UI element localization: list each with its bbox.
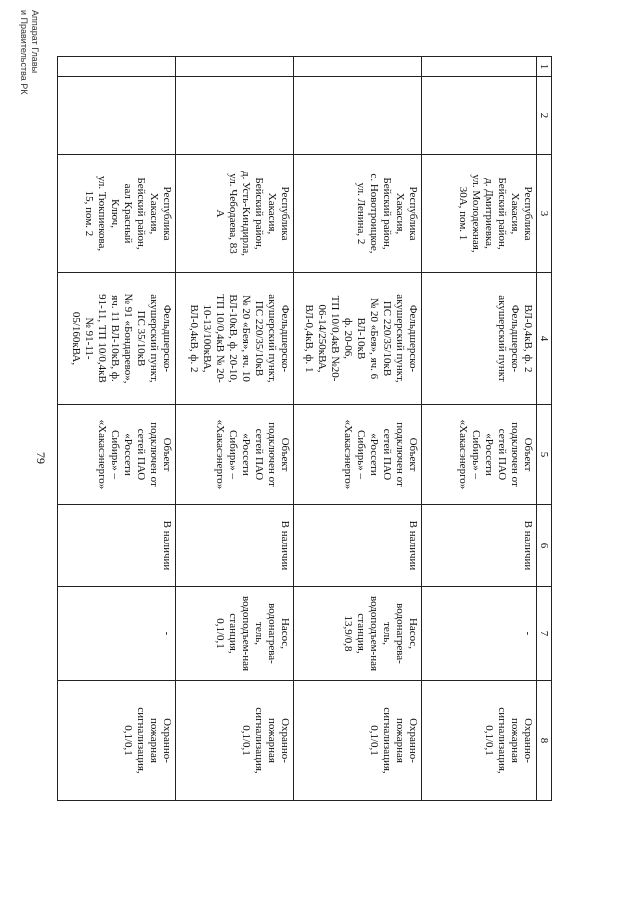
cell-availability: В наличии [294,505,422,587]
header-cell: 1 [537,57,552,77]
cell-availability: В наличии [422,505,537,587]
table-row [294,57,422,801]
cell-availability: В наличии [58,505,176,587]
cell-connection: Объект подключен от сетей ПАО «Россети Сибирь» – «Хакасэнерго» [176,405,294,505]
header-cell: 6 [537,505,552,587]
header-cell: 5 [537,405,552,505]
cell-equipment: Насос, водонагрева- тель, водоподъем-ная станция, 13,9/0,8 [294,587,422,681]
cell-connection: Объект подключен от сетей ПАО «Россети Сибирь» – «Хакасэнерго» [294,405,422,505]
table-row [58,57,176,801]
cell-alarm: Охранно- пожарная сигнализация, 0,1/0,1 [422,681,537,801]
cell-equipment: Насос, водонагрева- тель, водоподъем-ная станция, 0,1/0,1 [176,587,294,681]
cell-power-source: Фельдшерско- акушерский пункт, ПС 35/10кВ № 91 «Бондарево», яч. 11 ВЛ-10кВ, ф. 91-11, ТП 10/0,4кВ № 91-11- 05/160кВА, [58,273,176,405]
table-row [422,57,537,801]
cell-connection: Объект подключен от сетей ПАО «Россети Сибирь» – «Хакасэнерго» [58,405,176,505]
table-row [176,57,294,801]
cell-address: Республика Хакасия, Бейский район, аал Красный Ключ, ул. Тюкпиекова, 15, пом. 2 [58,155,176,273]
cell-name [58,77,176,155]
header-cell: 8 [537,681,552,801]
header-cell: 2 [537,77,552,155]
cell-number [176,57,294,77]
cell-alarm: Охранно- пожарная сигнализация, 0,1/0,1 [58,681,176,801]
header-cell: 7 [537,587,552,681]
cell-name [176,77,294,155]
cell-address: Республика Хакасия, Бейский район, д. Усть-Киндирла, ул. Чебодаева, 83 А [176,155,294,273]
cell-name [294,77,422,155]
cell-power-source: Фельдшерско- акушерский пункт, ПС 220/35/10кВ № 20 «Бея», яч. 10 ВЛ-10кВ, ф. 20-10, ТП 10/0,4кВ № 20- 10-13/100кВА, ВЛ-0,4кВ, ф. 2 [176,273,294,405]
cell-availability: В наличии [176,505,294,587]
stamp-text: Аппарат Главы и Правительства РК [19,10,40,95]
facilities-table [57,56,552,801]
cell-power-source: Фельдшерско- акушерский пункт, ПС 220/35/10кВ № 20 «Бея», яч. 6 ВЛ-10кВ ф. 20-06, ТП 10/0,4кВ №20- 06-14/250кВА, ВЛ-0,4кВ, ф. 1 [294,273,422,405]
cell-equipment: - [58,587,176,681]
cell-number [422,57,537,77]
cell-connection: Объект подключен от сетей ПАО «Россети Сибирь» – «Хакасэнерго» [422,405,537,505]
cell-name [422,77,537,155]
header-cell: 3 [537,155,552,273]
cell-power-source: ВЛ-0,4кВ, ф. 2 Фельдшерско- акушерский пункт [422,273,537,405]
cell-number [58,57,176,77]
page-number: 79 [34,452,48,464]
cell-number [294,57,422,77]
cell-alarm: Охранно- пожарная сигнализация, 0,1/0,1 [176,681,294,801]
cell-equipment: - [422,587,537,681]
header-row [537,57,552,801]
cell-address: Республика Хакасия, Бейский район, с. Новотроицкое, ул. Ленина, 2 [294,155,422,273]
cell-alarm: Охранно- пожарная сигнализация, 0,1/0,1 [294,681,422,801]
header-cell: 4 [537,273,552,405]
cell-address: Республика Хакасия, Бейский район, д. Дмитриевка, ул. Молодежная, 30А, пом. 1 [422,155,537,273]
